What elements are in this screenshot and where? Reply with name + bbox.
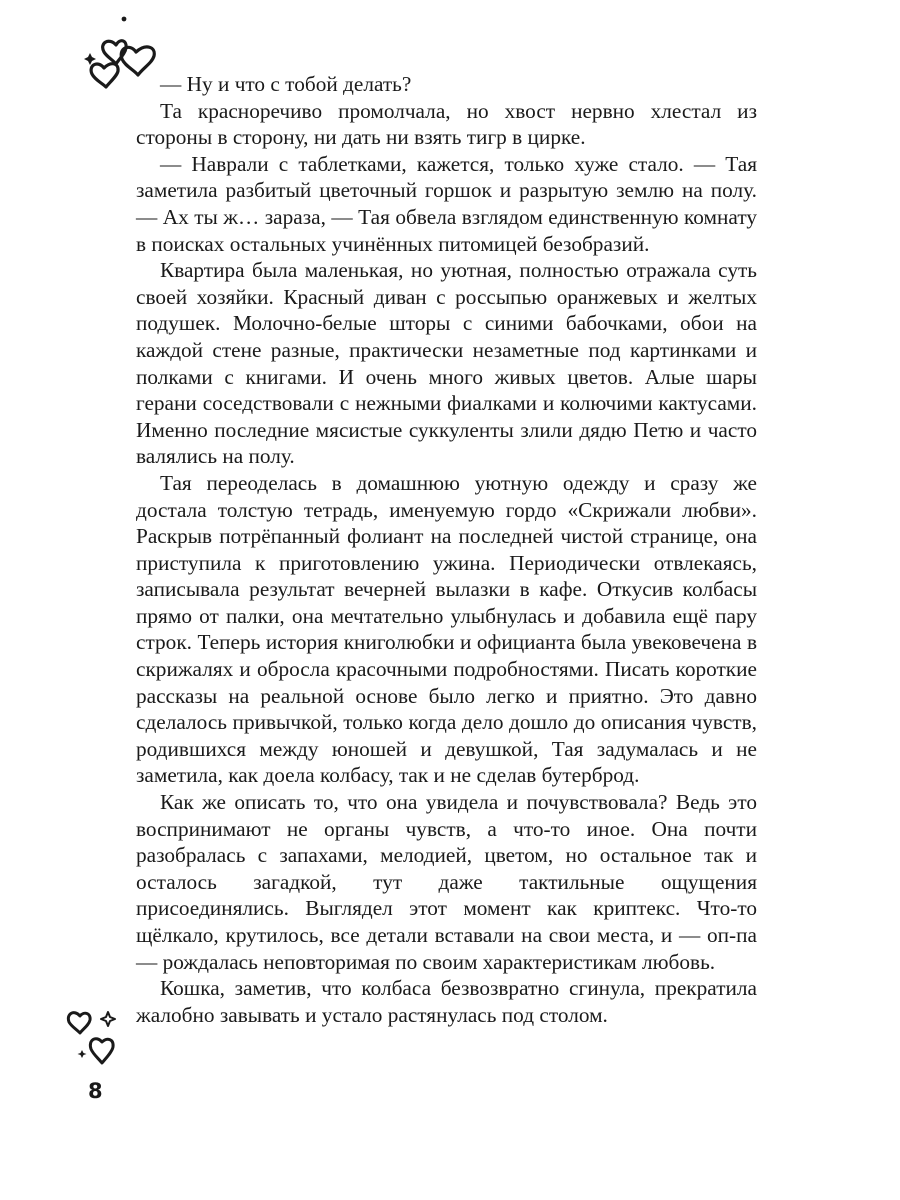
page-number: 8 xyxy=(88,1079,103,1103)
paragraph: Как же описать то, что она увидела и почувствовала? Ведь это воспринимают не органы чувств, а что-то иное. Она почти разобралась с запахами, мелодией, цветом, но остальное так и осталось загадкой, тут даже тактильные ощущения присоединялись. Выглядел этот момент как криптекс. Что-то щёлкало, крутилось, все детали вставали на свои места, и — оп-па — рождалась неповторимая по своим характеристикам любовь. xyxy=(136,790,757,974)
paragraph: Квартира была маленькая, но уютная, полностью отражала суть своей хозяйки. Красный диван с россыпью оранжевых и желтых подушек. Молочно-белые шторы с синими бабочками, обои на каждой стене разные, практически незаметные под картинками и полками с книгами. И очень много живых цветов. Алые шары герани соседствовали с нежными фиалками и колючими кактусами. Именно последние мясистые суккуленты злили дядю Петю и часто валялись на полу. xyxy=(136,258,757,469)
paragraph: — Наврали с таблетками, кажется, только хуже стало. — Тая заметила разбитый цветочный горшок и разрытую землю на полу. — Ах ты ж… зараза, — Тая обвела взглядом единственную комнату в поисках остальных учинённых питомицей безобразий. xyxy=(136,151,757,256)
paragraph: — Ну и что с тобой делать? xyxy=(160,72,412,96)
paragraph: Та красноречиво промолчала, но хвост нервно хлестал из стороны в сторону, ни дать ни взять тигр в цирке. xyxy=(136,98,757,150)
paragraph: Тая переоделась в домашнюю уютную одежду и сразу же достала толстую тетрадь, именуемую гордо «Скрижали любви». Раскрыв потрёпанный фолиант на последней чистой странице, она приступила к приготовлению ужина. Периодически отвлекаясь, записывала результат вечерней вылазки в кафе. Откусив колбасы прямо от палки, она мечтательно улыбнулась и добавила ещё пару строк. Теперь история книголюбки и официанта была увековечена в скрижалях и обросла красочными подробностями. Писать короткие рассказы на реальной основе было легко и приятно. Это давно сделалось привычкой, только когда дело дошло до описания чувств, родившихся между юношей и девушкой, Тая задумалась и не заметила, как доела колбасу, так и не сделав бутерброд. xyxy=(136,470,757,788)
small-hearts-doodle-icon xyxy=(64,1006,124,1074)
paragraph: Кошка, заметив, что колбаса безвозвратно сгинула, прекратила жалобно завывать и устало растянулась под столом. xyxy=(136,976,757,1027)
body-text xyxy=(136,71,757,1028)
